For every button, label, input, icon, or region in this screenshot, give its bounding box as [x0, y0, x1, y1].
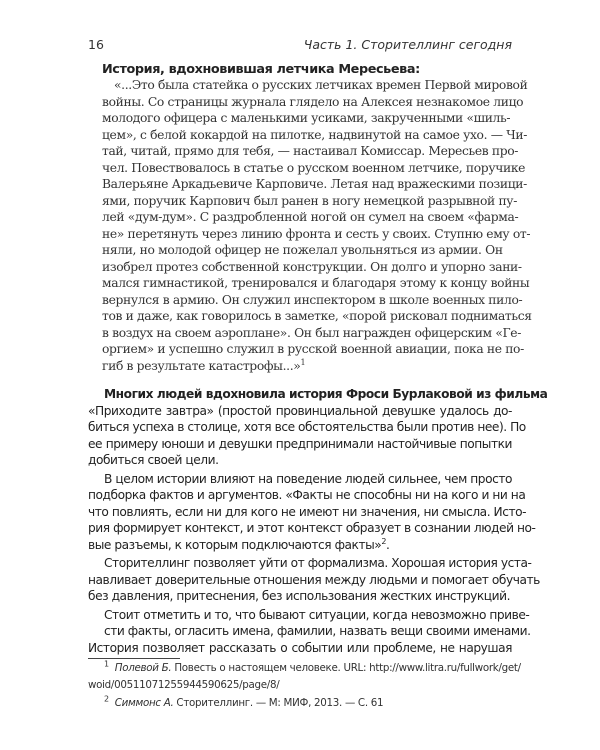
body-line: История позволяет рассказать о событии или проблеме, не нарушая [88, 640, 512, 655]
body-line: навливает доверительные отношения между людьми и помогает обучать [88, 572, 540, 587]
body-line: сти факты, огласить имена, фамилии, назвать вещи своими именами. [104, 624, 531, 638]
footnote-text: Повесть о настоящем человеке. URL: http://www.litra.ru/fullwork/get/ [171, 662, 521, 674]
quote-line: молодого офицера с маленькими усиками, закрученными «шиль- [102, 111, 511, 125]
body-line: Сторителлинг позволяет уйти от формализма. Хорошая история уста- [104, 556, 532, 570]
body-line: вые разъемы, к которым подключаются факты»$^2$. [88, 536, 390, 552]
body-line: Стоит отметить и то, что бывают ситуации, когда невозможно приве- [104, 607, 530, 622]
footnote-author: Полевой Б. [114, 662, 172, 674]
footnote-ref: 1 [300, 357, 306, 367]
quote-line: гиб в результате катастрофы...»$^1$ [102, 357, 306, 373]
footnote-text: Сторителлинг. — М: МИФ, 2013. — С. 61 [173, 697, 384, 709]
quote-line: цем», с белой кокардой на пилотке, надвинутой на самое ухо. — Чи- [102, 127, 528, 142]
running-head: Часть 1. Сторителлинг сегодня [303, 37, 512, 52]
quote-heading: История, вдохновившая летчика Мересьева: [102, 62, 420, 77]
body-line: Многих людей вдохновила история Фроси Бурлаковой из фильма [104, 387, 548, 401]
quote-line: тай, читай, прямо для тебя, — настаивал Комиссар. Мересьев про- [102, 144, 519, 158]
footnote-author: Симмонс А. [114, 697, 174, 709]
body-line: что повлиять, если ни для кого не имеют ни значения, ни смысла. Исто- [88, 504, 527, 519]
footnote-mark: 2 [104, 694, 109, 704]
footnote-mark: 1 [104, 659, 109, 669]
quote-line: не» перетянуть через линию фронта и сесть у своих. Ступню ему от- [102, 226, 531, 241]
footnote-1 [104, 659, 521, 674]
quote-line: изобрел протез собственной конструкции. Он долго и упорно зани- [102, 259, 522, 274]
quote-line: лей «дум-дум». С раздробленной ногой он сумел на своем «фарма- [102, 210, 519, 224]
quote-line: вернулся в армию. Он служил инспектором в школе военных пило- [102, 292, 523, 307]
quote-line: «...Это была статейка о русских летчиках времен Первой мировой [114, 78, 528, 92]
footnote-2 [104, 694, 384, 709]
quote-line: ями, поручик Карпович был ранен в ногу немецкой разрывной пу- [102, 193, 517, 208]
quote-line: тов и даже, как говорилось в заметке, «порой рисковал подниматься [102, 309, 532, 323]
body-line: без давления, притеснения, без использования жестких инструкций. [88, 589, 510, 603]
quote-line: чел. Повествовалось в статье о русском военном летчике, поручике [102, 160, 526, 175]
body-line: добиться своей цели. [88, 453, 219, 467]
quote-line: Валерьяне Аркадьевиче Карповиче. Летая над вражескими позици- [102, 177, 527, 191]
quote-line: няли, но молодой офицер не пожелал увольняться из армии. Он [102, 243, 503, 257]
footnote-1-cont: woid/00511071255944590625/page/8/ [88, 679, 280, 691]
quote-line: оргием» и успешно служил в русской военной авиации, пока не по- [102, 342, 524, 356]
quote-line: мался гимнастикой, тренировался и благодаря этому к концу войны [102, 276, 530, 290]
body-line: рия формирует контекст, и этот контекст образует в сознании людей но- [88, 521, 536, 535]
quote-line: войны. Со страницы журнала глядело на Алексея незнакомое лицо [102, 94, 524, 109]
quote-line: в воздух на своем аэроплане». Он был награжден офицерским «Ге- [102, 325, 522, 340]
page-number: 16 [88, 37, 104, 52]
footnote-ref: 2 [381, 536, 386, 546]
body-line: подборка фактов и аргументов. «Факты не способны ни на кого и ни на [88, 488, 526, 502]
body-line: В целом истории влияют на поведение людей сильнее, чем просто [104, 471, 512, 486]
footnote-rule [88, 658, 180, 659]
body-line: «Приходите завтра» (простой провинциальной девушке удалось до- [88, 403, 512, 418]
body-line: ее примеру юноши и девушки предпринимали настойчивые попытки [88, 436, 512, 451]
body-line: биться успеха в столице, хотя все обстоятельства были против нее). По [88, 420, 526, 434]
